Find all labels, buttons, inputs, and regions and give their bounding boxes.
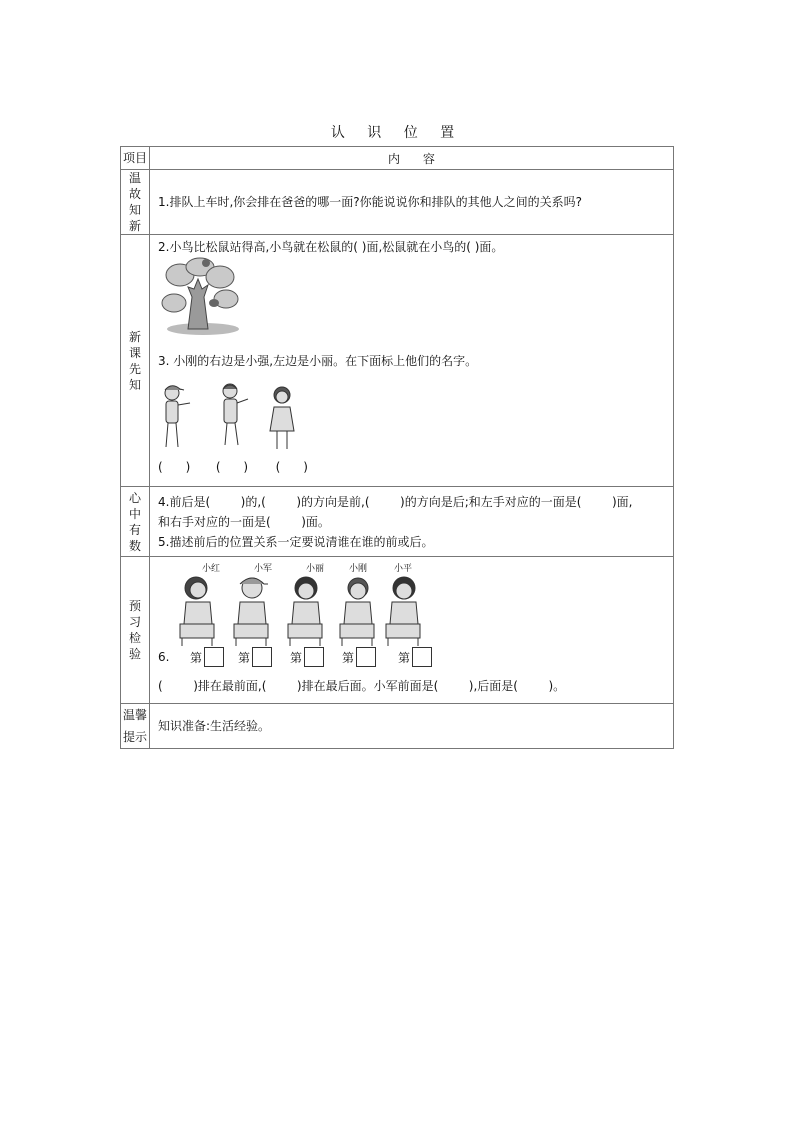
label-char: 先 bbox=[128, 361, 141, 376]
label-char: 预 bbox=[128, 599, 141, 613]
seat-box[interactable] bbox=[356, 647, 376, 667]
label-char: 温 bbox=[128, 171, 141, 185]
header-content: 内 容 bbox=[150, 147, 674, 170]
row-content-mind bbox=[150, 487, 674, 557]
label-char: 有 bbox=[128, 522, 141, 537]
tree-bird-squirrel-illustration bbox=[158, 257, 240, 337]
name-blanks-row bbox=[158, 457, 673, 477]
label-char: 提示 bbox=[122, 730, 147, 744]
label-char: 检 bbox=[128, 631, 141, 645]
label-char: 课 bbox=[128, 345, 141, 360]
question-6-number: 6. bbox=[158, 650, 170, 664]
row-label-preview bbox=[121, 235, 150, 487]
row-label-review bbox=[121, 170, 150, 235]
header-item: 项目 bbox=[121, 147, 150, 170]
row-label-mind bbox=[121, 487, 150, 557]
question-2: 2.小鸟比松鼠站得高,小鸟就在松鼠的( )面,松鼠就在小鸟的( )面。 bbox=[158, 240, 504, 254]
label-char: 心 bbox=[128, 490, 141, 505]
seat-prefix: 第 bbox=[238, 650, 251, 665]
seat-slot bbox=[342, 647, 398, 667]
label-char: 新 bbox=[128, 329, 141, 344]
kid-names-row bbox=[158, 560, 673, 574]
seat-boxes-row bbox=[158, 646, 673, 668]
kid-name: 小丽 bbox=[305, 564, 324, 574]
row-content-check bbox=[150, 557, 674, 704]
kid-name: 小刚 bbox=[348, 564, 367, 574]
label-char: 新 bbox=[128, 219, 141, 233]
question-5: 5.描述前后的位置关系一定要说清谁在谁的前或后。 bbox=[158, 534, 434, 549]
label-char: 数 bbox=[128, 538, 141, 553]
seat-prefix: 第 bbox=[290, 650, 303, 665]
kid-name: 小红 bbox=[201, 564, 220, 574]
kid-name: 小平 bbox=[393, 564, 412, 574]
seat-prefix: 第 bbox=[190, 650, 203, 665]
seat-prefix: 第 bbox=[398, 650, 411, 665]
seat-slot bbox=[290, 647, 342, 667]
label-char: 温馨 bbox=[122, 708, 147, 722]
label-char: 习 bbox=[128, 615, 141, 629]
row-label-tip bbox=[121, 704, 150, 749]
seated-kids-illustration bbox=[158, 574, 428, 646]
label-char: 验 bbox=[128, 647, 141, 661]
worksheet-table bbox=[120, 146, 674, 749]
label-char: 知 bbox=[128, 377, 141, 392]
seat-box[interactable] bbox=[412, 647, 432, 667]
label-char: 中 bbox=[128, 506, 141, 521]
name-blank-2[interactable]: ( ) bbox=[215, 460, 249, 474]
question-4-line-1: 4.前后是( )的,( )的方向是前,( )的方向是后;和左手对应的一面是( )面, bbox=[158, 494, 633, 509]
seat-prefix: 第 bbox=[342, 650, 355, 665]
row-content-tip bbox=[150, 704, 674, 749]
row-label-check bbox=[121, 557, 150, 704]
seat-slot bbox=[190, 647, 238, 667]
name-blank-3[interactable]: ( ) bbox=[275, 460, 308, 474]
seat-slot bbox=[238, 647, 290, 667]
tip-text: 知识准备:生活经验。 bbox=[158, 719, 271, 733]
kid-name: 小军 bbox=[253, 564, 272, 574]
three-kids-illustration bbox=[158, 381, 308, 455]
seat-box[interactable] bbox=[252, 647, 272, 667]
question-1: 1.排队上车时,你会排在爸爸的哪一面?你能说说你和排队的其他人之间的关系吗? bbox=[158, 195, 583, 209]
name-blank-1[interactable]: ( ) bbox=[158, 460, 191, 474]
label-char: 知 bbox=[128, 203, 141, 217]
seat-box[interactable] bbox=[304, 647, 324, 667]
label-char: 故 bbox=[128, 187, 141, 201]
row-content-preview bbox=[150, 235, 674, 487]
page-title: 认 识 位 置 bbox=[330, 125, 464, 141]
question-6-text: ( )排在最前面,( )排在最后面。小军前面是( ),后面是( )。 bbox=[158, 679, 566, 693]
question-3: 3. 小刚的右边是小强,左边是小丽。在下面标上他们的名字。 bbox=[158, 354, 478, 368]
seat-slot bbox=[398, 647, 446, 667]
question-4-line-2: 和右手对应的一面是( )面。 bbox=[158, 514, 330, 529]
row-content-review bbox=[150, 170, 674, 235]
seat-box[interactable] bbox=[204, 647, 224, 667]
